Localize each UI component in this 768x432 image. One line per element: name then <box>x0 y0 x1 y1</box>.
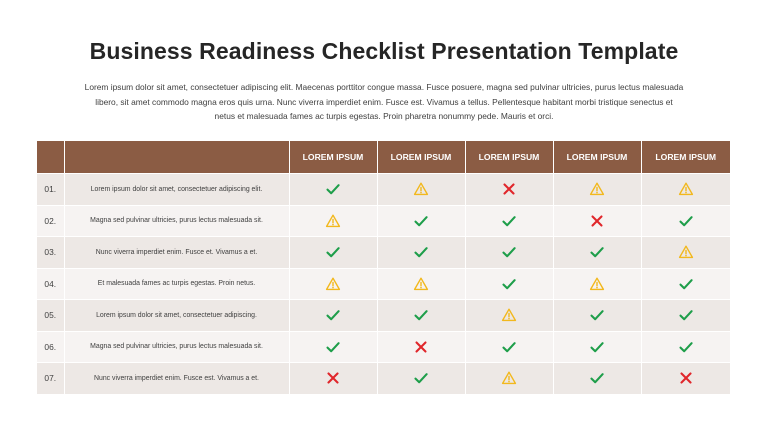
status-cell <box>289 363 377 394</box>
check-icon <box>325 307 341 323</box>
status-cell <box>289 205 377 237</box>
row-number: 03. <box>37 237 64 269</box>
row-number: 05. <box>37 300 64 332</box>
table-row <box>37 237 730 269</box>
table-header-row <box>37 141 730 174</box>
column-header: LOREM IPSUM <box>641 141 730 174</box>
check-icon <box>413 213 429 229</box>
slide-title: Business Readiness Checklist Presentation Template <box>89 38 679 64</box>
cross-icon <box>589 213 605 229</box>
row-label: Lorem ipsum dolor sit amet, consectetuer adipiscing elit. <box>64 174 289 206</box>
warning-icon <box>501 370 517 386</box>
warning-icon <box>678 244 694 260</box>
status-cell <box>465 331 553 363</box>
status-cell <box>377 237 465 269</box>
warning-icon <box>325 213 341 229</box>
status-cell <box>465 174 553 206</box>
check-icon <box>501 244 517 260</box>
row-label: Nunc viverra imperdiet enim. Fusce est. Vivamus a et. <box>64 363 289 394</box>
status-cell <box>641 363 730 394</box>
status-cell <box>377 268 465 300</box>
row-number: 06. <box>37 331 64 363</box>
check-icon <box>325 339 341 355</box>
status-cell <box>377 300 465 332</box>
table-row <box>37 174 730 206</box>
status-cell <box>641 174 730 206</box>
row-label: Magna sed pulvinar ultricies, purus lectus malesuada sit. <box>64 205 289 237</box>
status-cell <box>465 363 553 394</box>
check-icon <box>678 339 694 355</box>
status-cell <box>377 205 465 237</box>
check-icon <box>413 370 429 386</box>
table-row <box>37 331 730 363</box>
check-icon <box>325 244 341 260</box>
check-icon <box>413 307 429 323</box>
status-cell <box>641 205 730 237</box>
cross-icon <box>413 339 429 355</box>
check-icon <box>501 339 517 355</box>
header-number-cell <box>37 141 64 174</box>
status-cell <box>465 300 553 332</box>
status-cell <box>553 205 641 237</box>
check-icon <box>325 181 341 197</box>
table-row <box>37 205 730 237</box>
status-cell <box>377 363 465 394</box>
column-header: LOREM IPSUM <box>377 141 465 174</box>
row-label: Nunc viverra imperdiet enim. Fusce et. Vivamus a et. <box>64 237 289 269</box>
check-icon <box>589 307 605 323</box>
check-icon <box>501 276 517 292</box>
row-number: 01. <box>37 174 64 206</box>
check-icon <box>678 307 694 323</box>
check-icon <box>501 213 517 229</box>
warning-icon <box>501 307 517 323</box>
status-cell <box>553 174 641 206</box>
row-label: Magna sed pulvinar ultricies, purus lectus malesuada sit. <box>64 331 289 363</box>
status-cell <box>641 268 730 300</box>
cross-icon <box>501 181 517 197</box>
row-number: 07. <box>37 363 64 394</box>
warning-icon <box>589 181 605 197</box>
status-cell <box>641 331 730 363</box>
table-row <box>37 268 730 300</box>
status-cell <box>289 174 377 206</box>
status-cell <box>465 237 553 269</box>
status-cell <box>641 300 730 332</box>
check-icon <box>413 244 429 260</box>
check-icon <box>589 339 605 355</box>
row-label: Lorem ipsum dolor sit amet, consectetuer adipiscing. <box>64 300 289 332</box>
check-icon <box>678 213 694 229</box>
status-cell <box>377 174 465 206</box>
slide-description: Lorem ipsum dolor sit amet, consectetuer adipiscing elit. Maecenas porttitor congue massa. Fusce posuere, magna sed pulvinar ultricies, purus lectus malesuada libero, sit amet commodo magna eros quis urna. Nunc viverra imperdiet enim. Fusce est. Vivamus a tellus. Pellentesque habitant morbi tristique senectus et netus et malesuada fames ac turpis egestas. Proin pharetra nonummy pede. Mauris et orci. <box>84 82 684 122</box>
row-label: Et malesuada fames ac turpis egestas. Proin netus. <box>64 268 289 300</box>
status-cell <box>553 268 641 300</box>
check-icon <box>589 370 605 386</box>
row-number: 04. <box>37 268 64 300</box>
row-number: 02. <box>37 205 64 237</box>
check-icon <box>678 276 694 292</box>
table-row <box>37 300 730 332</box>
warning-icon <box>325 276 341 292</box>
status-cell <box>465 205 553 237</box>
status-cell <box>553 331 641 363</box>
warning-icon <box>678 181 694 197</box>
readiness-table <box>37 141 730 394</box>
status-cell <box>553 363 641 394</box>
check-icon <box>589 244 605 260</box>
status-cell <box>553 237 641 269</box>
header-label-cell <box>64 141 289 174</box>
warning-icon <box>589 276 605 292</box>
warning-icon <box>413 181 429 197</box>
warning-icon <box>413 276 429 292</box>
status-cell <box>465 268 553 300</box>
column-header: LOREM IPSUM <box>289 141 377 174</box>
status-cell <box>289 268 377 300</box>
status-cell <box>377 331 465 363</box>
cross-icon <box>325 370 341 386</box>
column-header: LOREM IPSUM <box>465 141 553 174</box>
table-row <box>37 363 730 394</box>
status-cell <box>289 237 377 269</box>
status-cell <box>553 300 641 332</box>
column-header: LOREM IPSUM <box>553 141 641 174</box>
status-cell <box>641 237 730 269</box>
cross-icon <box>678 370 694 386</box>
status-cell <box>289 300 377 332</box>
status-cell <box>289 331 377 363</box>
